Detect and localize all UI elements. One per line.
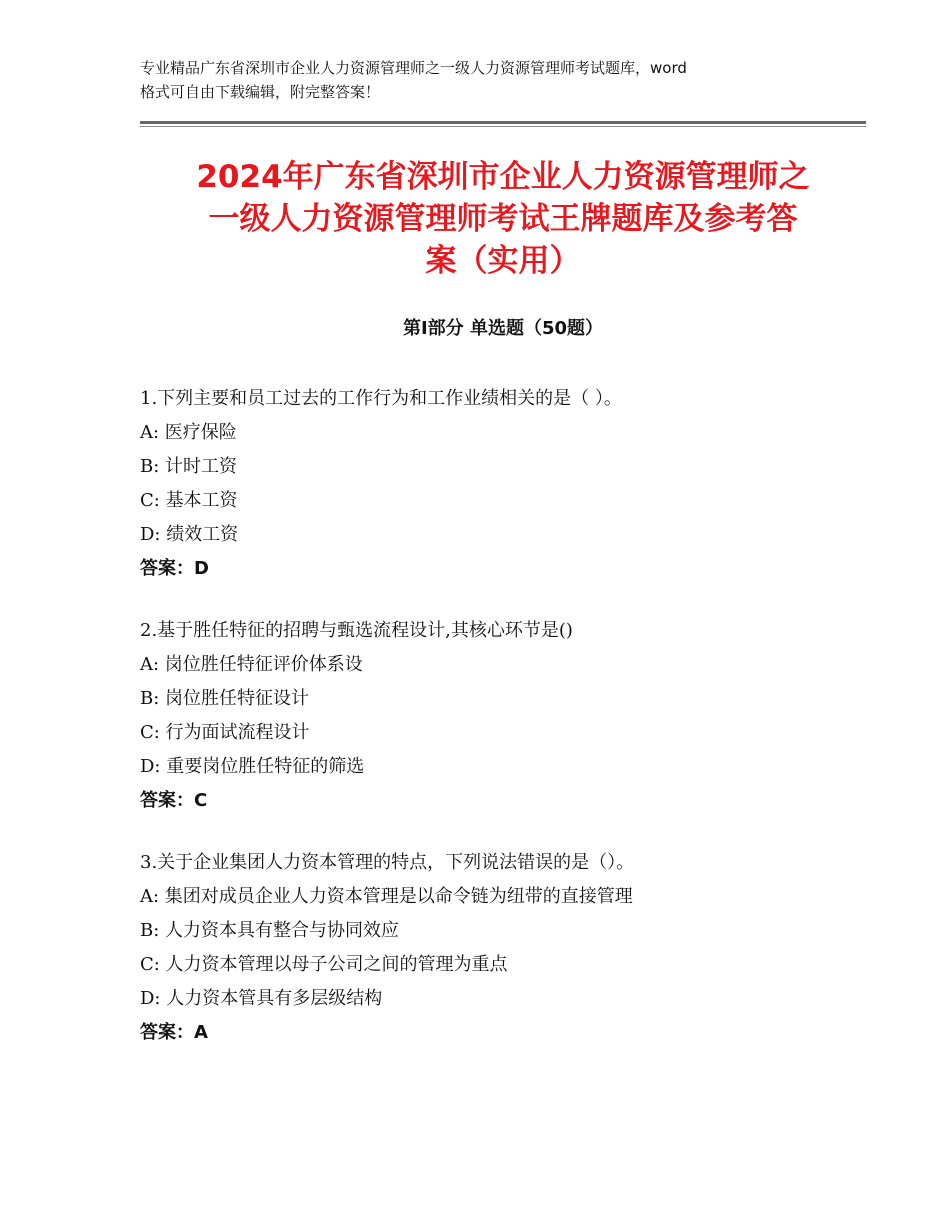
option-a: A: 医疗保险 bbox=[140, 422, 237, 443]
option-a: A: 岗位胜任特征评价体系设 bbox=[140, 654, 363, 675]
question-stem: 1.下列主要和员工过去的工作行为和工作业绩相关的是（ ）。 bbox=[140, 388, 622, 409]
option-d: D: 人力资本管具有多层级结构 bbox=[140, 988, 383, 1009]
header-note bbox=[140, 56, 840, 104]
answer: 答案：C bbox=[140, 790, 208, 811]
header-rule-thin bbox=[140, 126, 866, 127]
question-3 bbox=[140, 846, 860, 1050]
question-1 bbox=[140, 382, 860, 586]
question-stem: 3.关于企业集团人力资本管理的特点，下列说法错误的是（）。 bbox=[140, 852, 635, 873]
header-note-line-1: 专业精品广东省深圳市企业人力资源管理师之一级人力资源管理师考试题库，word bbox=[140, 59, 687, 77]
document-title-line-1: 2024年广东省深圳市企业人力资源管理师之 bbox=[196, 159, 810, 195]
option-b: B: 岗位胜任特征设计 bbox=[140, 688, 310, 709]
option-b: B: 计时工资 bbox=[140, 456, 238, 477]
question-stem: 2.基于胜任特征的招聘与甄选流程设计,其核心环节是() bbox=[140, 620, 573, 641]
header-note-line-2: 格式可自由下载编辑，附完整答案！ bbox=[140, 83, 381, 101]
option-a: A: 集团对成员企业人力资本管理是以命令链为纽带的直接管理 bbox=[140, 886, 633, 907]
option-d: D: 重要岗位胜任特征的筛选 bbox=[140, 756, 365, 777]
option-c: C: 行为面试流程设计 bbox=[140, 722, 310, 743]
section-title: 第Ⅰ部分 单选题（50题） bbox=[402, 318, 603, 339]
answer: 答案：D bbox=[140, 558, 209, 579]
document-title-line-2: 一级人力资源管理师考试王牌题库及参考答 bbox=[208, 201, 798, 237]
option-c: C: 基本工资 bbox=[140, 490, 238, 511]
document-title bbox=[140, 156, 866, 282]
question-2 bbox=[140, 614, 860, 818]
answer: 答案：A bbox=[140, 1022, 208, 1043]
option-c: C: 人力资本管理以母子公司之间的管理为重点 bbox=[140, 954, 508, 975]
option-d: D: 绩效工资 bbox=[140, 524, 239, 545]
question-list bbox=[140, 382, 860, 1078]
document-title-line-3: 案（实用） bbox=[425, 243, 581, 279]
option-b: B: 人力资本具有整合与协同效应 bbox=[140, 920, 400, 941]
header-rule-thick bbox=[140, 121, 866, 124]
